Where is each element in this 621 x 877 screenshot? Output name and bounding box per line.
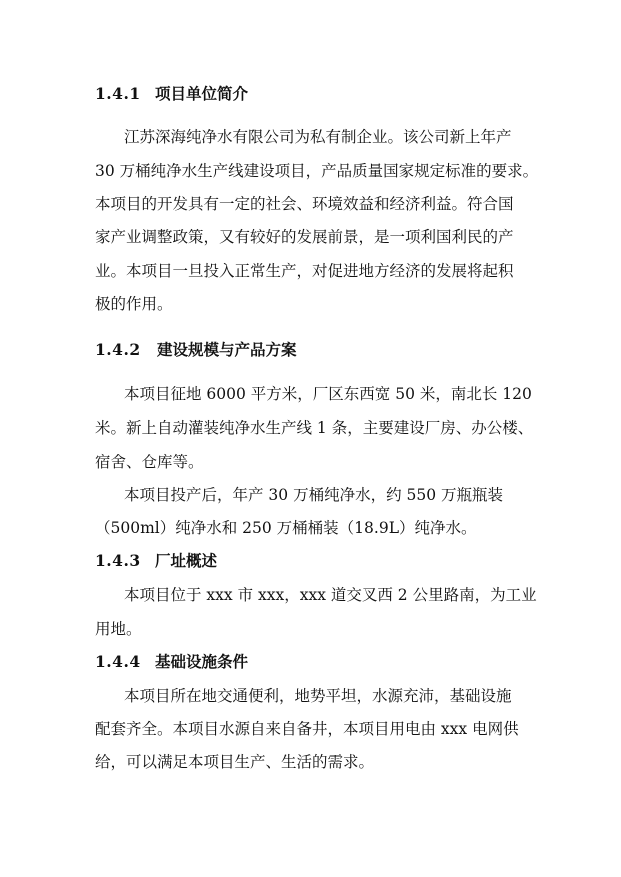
section-number: 1.4.4: [95, 652, 141, 671]
section-title: 建设规模与产品方案: [157, 340, 297, 359]
paragraph-line: 米。新上自动灌装纯净水生产线 1 条，主要建设厂房、办公楼、: [95, 419, 534, 437]
paragraph-line: 宿舍、仓库等。: [95, 453, 204, 471]
paragraph-line: 本项目投产后，年产 30 万桶纯净水，约 550 万瓶瓶装: [124, 486, 504, 504]
section-heading-1-4-2: [0, 340, 621, 360]
section-number: 1.4.3: [95, 551, 141, 570]
paragraph-line: 本项目位于 xxx 市 xxx，xxx 道交叉西 2 公里路南，为工业: [124, 586, 537, 604]
paragraph-line: 家产业调整政策，又有较好的发展前景，是一项利国利民的产: [95, 228, 514, 246]
section-heading-1-4-4: [0, 652, 621, 672]
paragraph-line: 本项目所在地交通便利，地势平坦，水源充沛，基础设施: [124, 687, 512, 705]
paragraph-line: 极的作用。: [95, 295, 173, 313]
section-number: 1.4.1: [95, 84, 141, 103]
section-number: 1.4.2: [95, 340, 141, 359]
paragraph-line: （500ml）纯净水和 250 万桶桶装（18.9L）纯净水。: [95, 519, 477, 537]
section-title: 项目单位简介: [155, 84, 249, 103]
paragraph-line: 业。本项目一旦投入正常生产，对促进地方经济的发展将起积: [95, 262, 514, 280]
paragraph-line: 本项目的开发具有一定的社会、环境效益和经济利益。符合国: [95, 195, 514, 213]
paragraph-line: 本项目征地 6000 平方米，厂区东西宽 50 米，南北长 120: [124, 385, 532, 403]
paragraph-line: 配套齐全。本项目水源自来自备井，本项目用电由 xxx 电网供: [95, 720, 519, 738]
section-title: 基础设施条件: [155, 652, 249, 671]
paragraph-line: 30 万桶纯净水生产线建设项目，产品质量国家规定标准的要求。: [95, 162, 539, 180]
paragraph-line: 江苏深海纯净水有限公司为私有制企业。该公司新上年产: [124, 128, 512, 146]
section-heading-1-4-1: [0, 84, 621, 104]
paragraph-line: 用地。: [95, 620, 142, 638]
paragraph-line: 给，可以满足本项目生产、生活的需求。: [95, 753, 375, 771]
section-heading-1-4-3: [0, 551, 621, 571]
section-title: 厂址概述: [155, 551, 218, 570]
